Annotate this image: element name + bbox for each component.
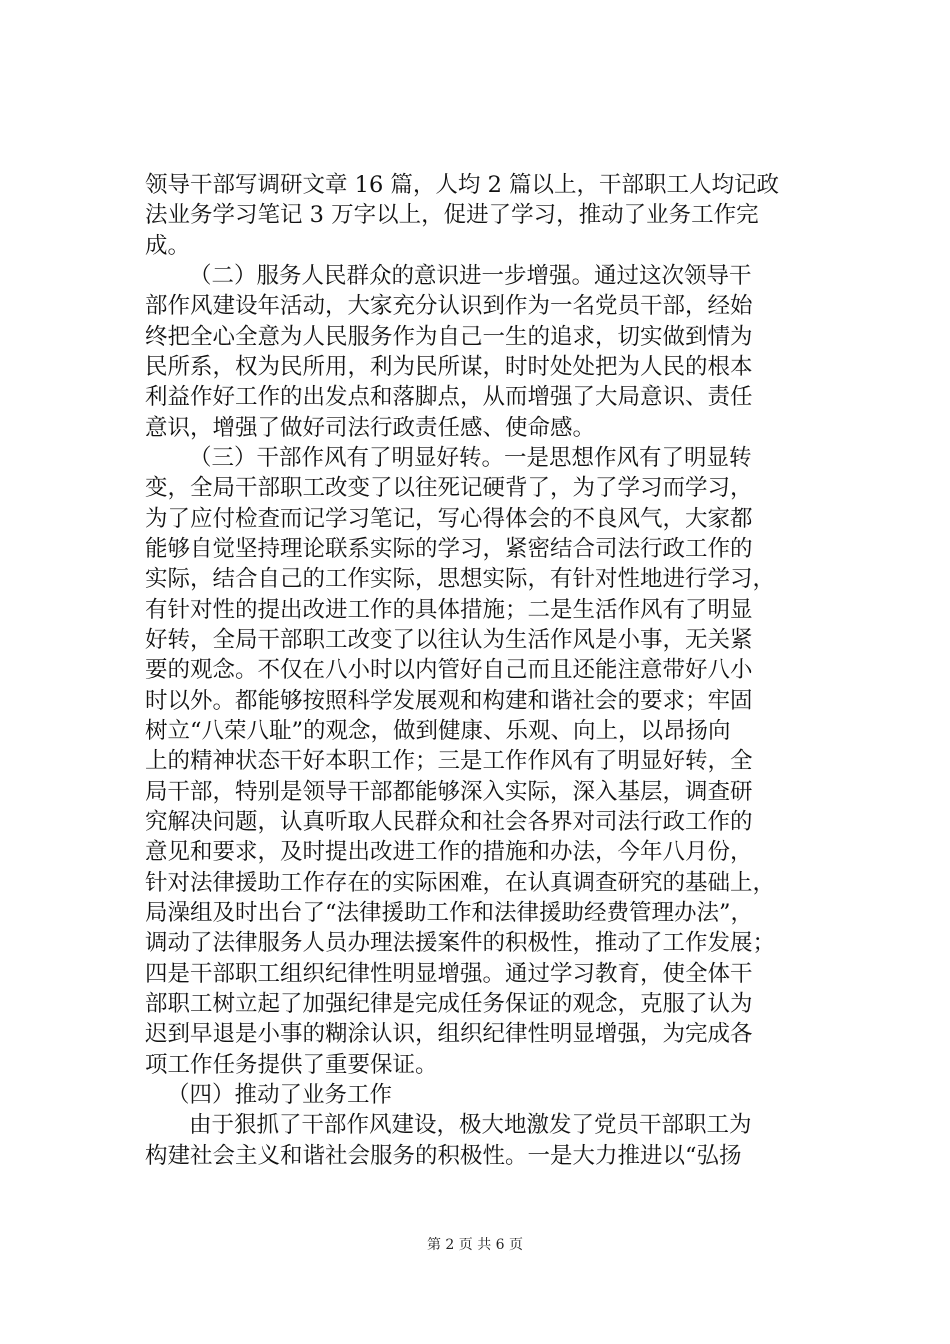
text-line: 究解决问题，认真听取人民群众和社会各界对司法行政工作的 — [145, 808, 753, 835]
text-line: 部职工树立起了加强纪律是完成任务保证的观念，克服了认为 — [145, 990, 753, 1017]
text-line: 要的观念。不仅在八小时以内管好自己而且还能注意带好八小 — [145, 657, 753, 684]
text-line: 构建社会主义和谐社会服务的积极性。一是大力推进以“弘扬 — [145, 1142, 742, 1169]
text-line: 四是干部职工组织纪律性明显增强。通过学习教育，使全体干 — [145, 960, 753, 987]
text-line: 迟到早退是小事的糊涂认识，组织纪律性明显增强，为完成各 — [145, 1021, 753, 1048]
text-line: 能够自觉坚持理论联系实际的学习，紧密结合司法行政工作的 — [145, 535, 753, 562]
document-body — [145, 170, 845, 1171]
text-line: 上的精神状态干好本职工作；三是工作作风有了明显好转，全 — [145, 748, 753, 775]
text-line: 部作风建设年活动，大家充分认识到作为一名党员干部，经始 — [145, 293, 753, 320]
text-line: 为了应付检查而记学习笔记，写心得体会的不良风气，大家都 — [145, 505, 753, 532]
text-line: 针对法律援助工作存在的实际困难，在认真调查研究的基础上， — [145, 869, 776, 896]
page-number-footer: 第 2 页 共 6 页 — [426, 1237, 524, 1253]
section-heading-2: （二）服务人民群众的意识进一步增强。通过这次领导干 — [189, 262, 752, 289]
text-line: 实际，结合自己的工作实际，思想实际，有针对性地进行学习， — [145, 566, 776, 593]
text-line: 树立“八荣八耻”的观念，做到健康、乐观、向上，以昂扬向 — [145, 717, 731, 744]
text-line: 领导干部写调研文章 16 篇，人均 2 篇以上，干部职工人均记政 — [145, 172, 780, 198]
text-line: 利益作好工作的出发点和落脚点，从而增强了大局意识、责任 — [145, 384, 753, 411]
text-line: 有针对性的提出改进工作的具体措施；二是生活作风有了明显 — [145, 596, 753, 623]
text-line: 好转，全局干部职工改变了以往认为生活作风是小事，无关紧 — [145, 626, 753, 653]
text-line: 时以外。都能够按照科学发展观和构建和谐社会的要求；牢固 — [145, 687, 753, 714]
text-line: 法业务学习笔记 3 万字以上，促进了学习，推动了业务工作完 — [145, 202, 759, 229]
section-heading-4: （四）推动了业务工作 — [167, 1081, 393, 1108]
text-line: 民所系，权为民所用，利为民所谋，时时处处把为人民的根本 — [145, 353, 753, 380]
text-line: 变，全局干部职工改变了以往死记硬背了，为了学习而学习， — [145, 475, 753, 502]
text-line: 局干部，特别是领导干部都能够深入实际，深入基层，调查研 — [145, 778, 753, 805]
text-line: 意见和要求，及时提出改进工作的措施和办法，今年八月份， — [145, 839, 753, 866]
text-line: 项工作任务提供了重要保证。 — [145, 1051, 438, 1078]
section-heading-3: （三）干部作风有了明显好转。一是思想作风有了明显转 — [189, 444, 752, 471]
text-line: 成。 — [145, 232, 191, 259]
text-line: 意识，增强了做好司法行政责任感、使命感。 — [145, 414, 596, 441]
text-line: 局澡组及时出台了“法律援助工作和法律援助经费管理办法”， — [145, 899, 754, 926]
text-line: 由于狠抓了干部作风建设，极大地激发了党员干部职工为 — [189, 1112, 752, 1139]
text-line: 终把全心全意为人民服务作为自己一生的追求，切实做到情为 — [145, 323, 753, 350]
text-line: 调动了法律服务人员办理法援案件的积极性，推动了工作发展； — [145, 930, 776, 957]
